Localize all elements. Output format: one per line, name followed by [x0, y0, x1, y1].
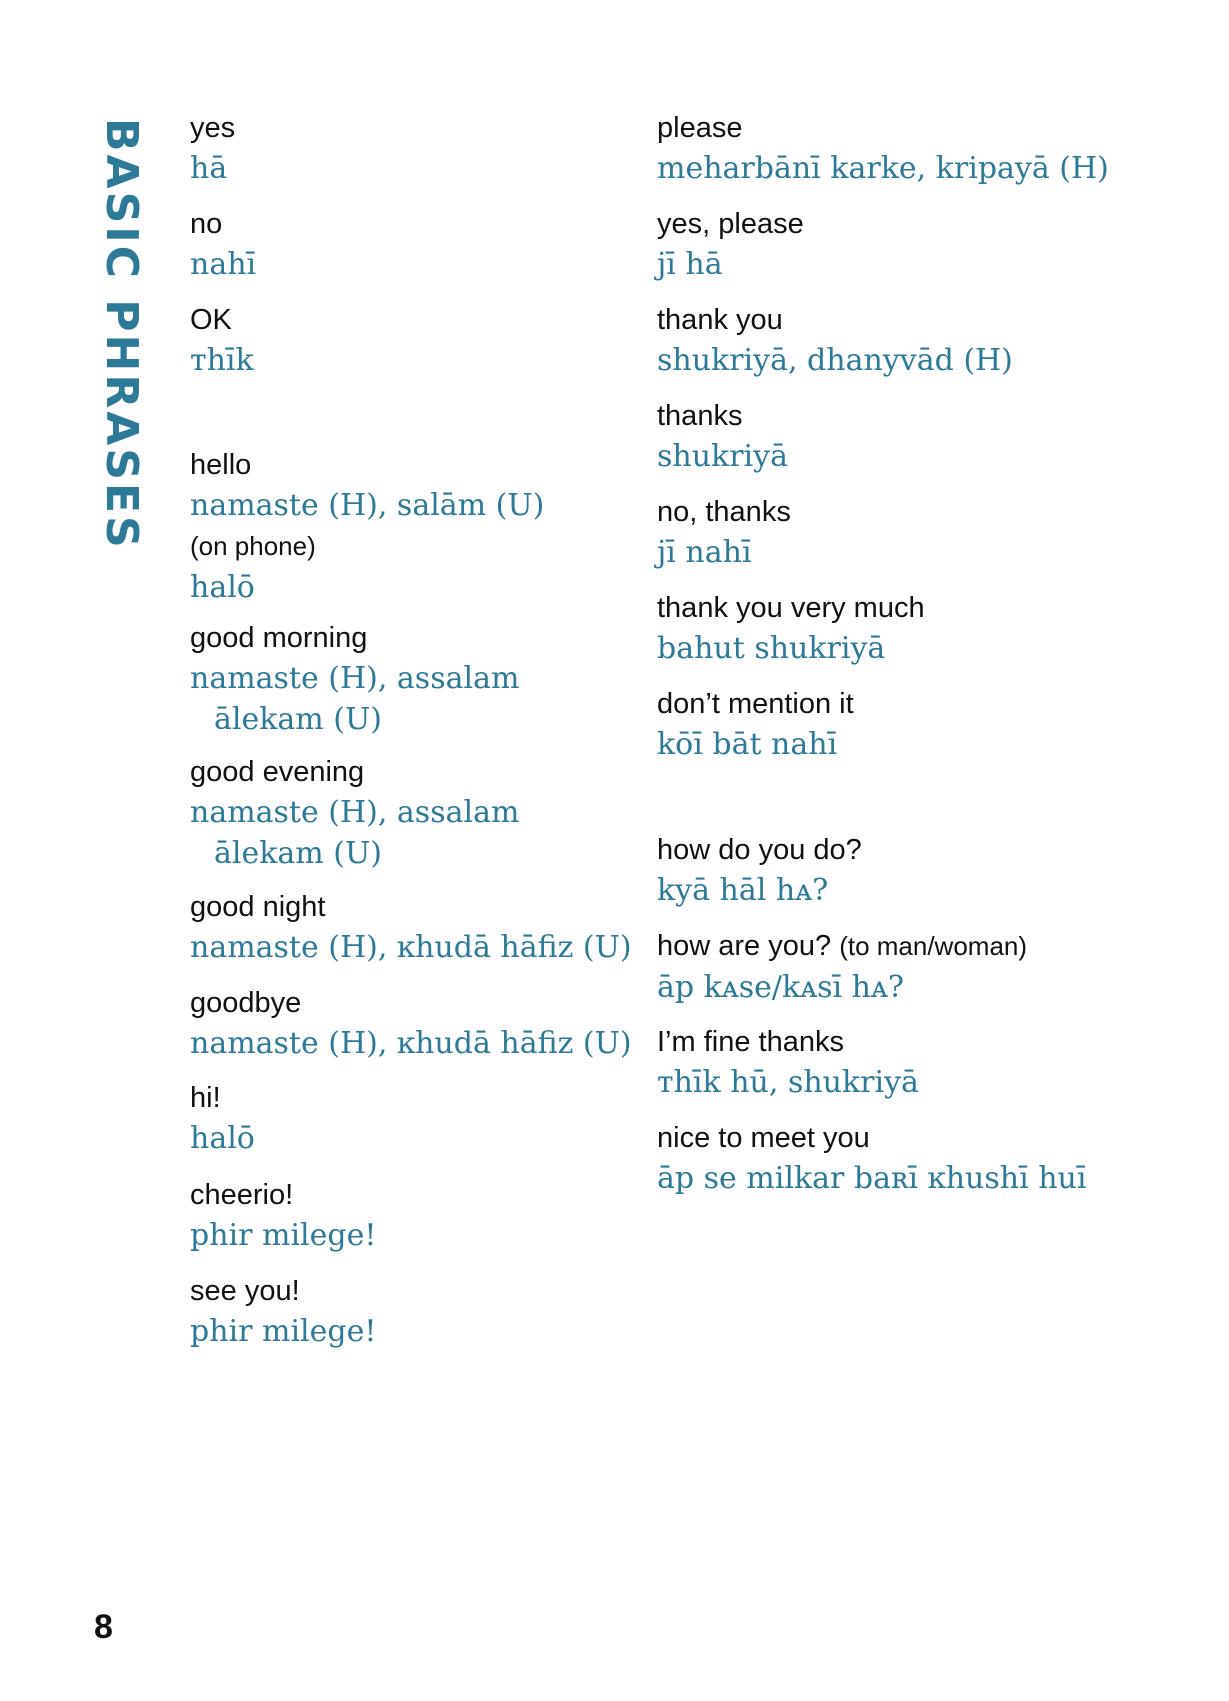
transliteration: nahī [190, 247, 257, 282]
transliteration: bahut shukriyā [657, 631, 886, 666]
phrase-entry [657, 204, 1177, 285]
phrase-entry [657, 492, 1177, 573]
transliteration: shukriyā [657, 439, 788, 474]
transliteration: meharbānī karke, kripayā (H) [657, 151, 1109, 186]
transliteration: jī hā [657, 247, 723, 282]
transliteration: namaste (H), assalam [190, 795, 520, 830]
english-phrase: nice to meet you [657, 1122, 870, 1154]
english-phrase: how do you do? [657, 834, 862, 866]
page-number: 8 [94, 1608, 113, 1646]
english-phrase: goodbye [190, 987, 302, 1019]
transliteration: namaste (H), salām (U) [190, 488, 545, 523]
english-phrase: hello [190, 449, 252, 481]
transliteration: ᴛhīk hū, shukriyā [657, 1065, 919, 1100]
transliteration: kōī bāt nahī [657, 727, 838, 762]
usage-note: (to man/woman) [839, 931, 1028, 961]
phrase-entry [190, 618, 630, 740]
transliteration: kyā hāl hᴀ? [657, 873, 829, 908]
phrase-entry [190, 1078, 630, 1159]
phrase-entry [657, 830, 1177, 911]
phrase-entry [190, 445, 630, 608]
english-phrase: I’m fine thanks [657, 1026, 844, 1058]
phrase-entry [190, 887, 630, 968]
english-phrase: good morning [190, 622, 368, 654]
usage-note: (on phone) [190, 531, 316, 561]
english-phrase: please [657, 112, 743, 144]
transliteration-continued: ālekam (U) [214, 702, 382, 737]
side-title: BASIC PHRASES [96, 118, 147, 551]
english-phrase: yes, please [657, 208, 804, 240]
english-phrase: good night [190, 891, 326, 923]
english-phrase: yes [190, 112, 236, 144]
phrase-entry [657, 300, 1177, 381]
english-phrase: how are you? (to man/woman) [657, 930, 1028, 962]
transliteration: ᴛhīk [190, 343, 254, 378]
phrase-entry [657, 1118, 1177, 1199]
phrase-entry [657, 684, 1177, 765]
transliteration: jī nahī [657, 535, 752, 570]
english-phrase: good evening [190, 756, 365, 788]
phrase-entry [657, 396, 1177, 477]
transliteration: namaste (H), ĸhudā hāfiz (U) [190, 1026, 632, 1061]
transliteration: āp se milkar baʀī ĸhushī huī [657, 1161, 1087, 1196]
english-phrase: thank you very much [657, 592, 925, 624]
transliteration: halō [190, 570, 255, 605]
english-phrase: hi! [190, 1082, 221, 1114]
phrase-entry [190, 300, 630, 381]
phrase-entry [657, 1022, 1177, 1103]
transliteration: namaste (H), assalam [190, 661, 520, 696]
transliteration: āp kᴀse/kᴀsī hᴀ? [657, 970, 905, 1005]
english-phrase: OK [190, 304, 232, 336]
phrase-entry [190, 1175, 630, 1256]
english-phrase: thank you [657, 304, 783, 336]
phrase-entry [657, 588, 1177, 669]
phrase-entry [190, 752, 630, 874]
transliteration: namaste (H), ĸhudā hāfiz (U) [190, 930, 632, 965]
english-phrase: cheerio! [190, 1179, 294, 1211]
english-phrase: no [190, 208, 223, 240]
transliteration: phir milege! [190, 1218, 377, 1253]
phrase-entry [190, 1271, 630, 1352]
english-phrase: thanks [657, 400, 743, 432]
english-phrase: don’t mention it [657, 688, 854, 720]
transliteration: shukriyā, dhanyvād (H) [657, 343, 1013, 378]
transliteration: hā [190, 151, 228, 186]
transliteration-continued: ālekam (U) [214, 836, 382, 871]
transliteration: phir milege! [190, 1314, 377, 1349]
phrase-entry [190, 108, 630, 189]
phrase-entry [190, 983, 630, 1064]
phrase-entry [190, 204, 630, 285]
phrase-entry [657, 926, 1177, 1008]
english-phrase: see you! [190, 1275, 300, 1307]
english-phrase: no, thanks [657, 496, 791, 528]
transliteration: halō [190, 1121, 255, 1156]
phrase-entry [657, 108, 1177, 189]
